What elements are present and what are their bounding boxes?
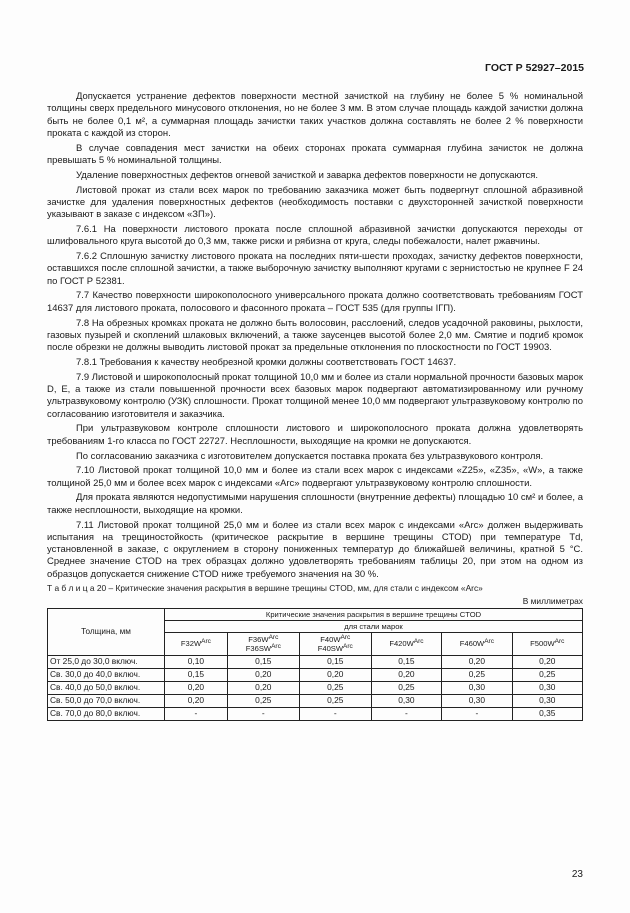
ctod-value: 0,20	[165, 681, 228, 694]
ctod-value: 0,30	[442, 681, 512, 694]
paragraph: Для проката являются недопустимыми нарушения сплошности (внутренние дефекты) площадью 10 см² и более, а также несплошности, выходящие на кромки.	[47, 492, 583, 516]
paragraph: 7.8 На обрезных кромках проката не должно быть волосовин, расслоений, следов усадочной раковины, рыхлости, газовых пузырей и скоплений шлаковых включений, а также заусенцев высотой более 2,0 мм. Смятие и подгиб кромок после обрезки не должны выводить листовой прокат за предельные отклонения по плоскостности по ГОСТ 19903.	[47, 317, 583, 354]
ctod-value: -	[227, 707, 299, 720]
paragraph: 7.6.1 На поверхности листового проката после сплошной абразивной зачистки допускаются переходы от шлифовального круга высотой до 0,3 мм, также риски и рябизна от круга, следы побежалости, налет ржавчины.	[47, 223, 583, 248]
grade-header	[165, 632, 228, 655]
ctod-value: 0,25	[371, 681, 441, 694]
paragraph: Удаление поверхностных дефектов огневой зачисткой и заварка дефектов поверхности не допускаются.	[76, 169, 538, 181]
grade-name: F36W	[248, 634, 269, 644]
table-row	[48, 668, 583, 681]
ctod-value: 0,20	[442, 655, 512, 668]
ctod-value: 0,25	[299, 694, 371, 707]
grade-header	[442, 632, 512, 655]
document-header: ГОСТ Р 52927–2015	[485, 62, 584, 74]
grade-index: Arc	[413, 638, 424, 646]
grade-subgroup-header: для стали марок	[165, 620, 583, 632]
grade-index: Arc	[343, 642, 353, 650]
page-number: 23	[571, 869, 583, 880]
ctod-value: 0,15	[299, 655, 371, 668]
page-content	[47, 91, 583, 721]
grade-header	[227, 632, 299, 655]
ctod-value: 0,20	[227, 668, 299, 681]
ctod-group-header: Критические значения раскрытия в вершине трещины CTOD	[165, 608, 583, 620]
thickness-header: Толщина, мм	[48, 608, 165, 655]
ctod-value: 0,35	[512, 707, 582, 720]
paragraph: 7.8.1 Требования к качеству необрезной кромки должны соответствовать ГОСТ 14637.	[76, 356, 457, 368]
grade-header	[371, 632, 441, 655]
thickness-range: Св. 70,0 до 80,0 включ.	[48, 707, 165, 720]
ctod-value: 0,20	[371, 668, 441, 681]
paragraph: Листовой прокат из стали всех марок по требованию заказчика может быть подвергнут сплошной абразивной зачистке для удаления поверхностных дефектов (необходимость поставки с двухсторонней зачисткой поверхности указывают в заказе с индексом «ЗП»).	[47, 184, 583, 221]
ctod-value: 0,25	[299, 681, 371, 694]
grade-name: F40W	[320, 634, 341, 644]
paragraph: 7.11 Листовой прокат толщиной 25,0 мм и более из стали всех марок с индексами «Arc» должен выдерживать испытания на трещиностойкость (критическое раскрытие в вершине трещины CTOD) при температуре Td, установленной в заказе, с округлением в сторону пониженных температур до ближайшей величины, кратной 5 °С. Среднее значение CTOD на трех образцах должно удовлетворять требованиям таблицы 20, при этом на одном из образцов допускается снижение CTOD ниже требуемого значения на 30 %.	[47, 519, 583, 580]
paragraph: В случае совпадения мест зачистки на обеих сторонах проката суммарная глубина зачисток не должна превышать 5 % номинальной толщины.	[47, 142, 583, 166]
paragraph: 7.10 Листовой прокат толщиной 10,0 мм и более из стали всех марок с индексами «Z25», «Z35», «W», а также толщиной 25,0 мм и более всех марок с индексами «Arc» подвергают ультразвуковому контролю сплошности.	[47, 465, 583, 489]
grade-index: Arc	[268, 633, 279, 641]
ctod-table	[47, 608, 583, 721]
thickness-range: Св. 40,0 до 50,0 включ.	[48, 681, 165, 694]
ctod-value: 0,20	[512, 655, 582, 668]
grade-index: Arc	[484, 638, 494, 646]
ctod-value: -	[371, 707, 441, 720]
grade-header	[299, 632, 371, 655]
ctod-value: 0,30	[512, 681, 582, 694]
grade-name: F40SW	[317, 643, 344, 653]
ctod-value: 0,20	[165, 694, 228, 707]
grade-name: F420W	[389, 639, 414, 649]
ctod-value: 0,15	[227, 655, 299, 668]
paragraph: 7.6.2 Сплошную зачистку листового проката на последних пяти-шести проходах, зачистку дефектов поверхности, оставшихся после сплошной зачистки, а также выборочную зачистку выполняют кругами с зернистостью не крупнее F 24 по ГОСТ Р 52381.	[47, 251, 583, 287]
grade-index: Arc	[554, 638, 565, 646]
ctod-value: -	[442, 707, 512, 720]
thickness-range: Св. 30,0 до 40,0 включ.	[48, 668, 165, 681]
ctod-value: -	[165, 707, 228, 720]
ctod-value: 0,30	[442, 694, 512, 707]
ctod-value: 0,15	[165, 668, 228, 681]
grade-index: Arc	[271, 642, 281, 650]
body-text	[47, 91, 583, 581]
paragraph: По согласованию заказчика с изготовителем допускается поставка проката без ультразвукового контроля.	[76, 450, 544, 462]
thickness-range: От 25,0 до 30,0 включ.	[48, 655, 165, 668]
ctod-value: 0,20	[227, 681, 299, 694]
grade-name: F32W	[180, 639, 202, 649]
table-row	[48, 707, 583, 720]
ctod-value: 0,30	[512, 694, 582, 707]
ctod-value: 0,25	[227, 694, 299, 707]
ctod-value: 0,30	[371, 694, 441, 707]
table-units: В миллиметрах	[522, 595, 583, 606]
table-row	[48, 694, 583, 707]
paragraph: Допускается устранение дефектов поверхности местной зачисткой на глубину не более 5 % номинальной толщины сверх предельного минусового отклонения, но не более 3 мм. В этом случае площадь каждой зачистки должна быть не более 0,1 м², а суммарная площадь зачистки таких участков должна составлять не более 2 % поверхности проката с каждой из сторон.	[47, 91, 583, 139]
paragraph: При ультразвуковом контроле сплошности листового и широкополосного проката должна удовлетворять требованиям 1-го класса по ГОСТ 22727. Несплошности, выходящие на кромки не допускаются.	[47, 423, 583, 447]
grade-header	[512, 632, 582, 655]
grade-name: F500W	[530, 639, 555, 649]
ctod-value: 0,25	[512, 668, 582, 681]
paragraph: 7.7 Качество поверхности широкополосного универсального проката должно соответствовать требованиям ГОСТ 14637 для листового проката, полосового и фасонного проката – ГОСТ 535 (для группы IГП).	[47, 290, 583, 314]
table-caption: Т а б л и ц а 20 – Критические значения раскрытия в вершине трещины CTOD, мм, для стали с индексом «Arc»	[47, 583, 483, 594]
ctod-value: 0,25	[442, 668, 512, 681]
ctod-value: 0,10	[165, 655, 228, 668]
table-body	[48, 655, 583, 720]
ctod-value: 0,20	[299, 668, 371, 681]
grade-name: F460W	[459, 639, 485, 649]
grade-index: Arc	[201, 638, 211, 646]
grade-index: Arc	[340, 633, 351, 641]
table-row	[48, 681, 583, 694]
table-row	[48, 655, 583, 668]
paragraph: 7.9 Листовой и широкополосный прокат толщиной 10,0 мм и более из стали нормальной прочности базовых марок D, Е, а также из стали повышенной прочности всех базовых марок подвергают автоматизированному или ручному ультразвуковому контролю (УЗК) сплошности. Прокат толщиной менее 10,0 мм подвергают ультразвуковому контролю по согласованию изготовителя и заказчика.	[47, 371, 584, 420]
thickness-range: Св. 50,0 до 70,0 включ.	[48, 694, 165, 707]
ctod-value: 0,15	[371, 655, 441, 668]
grade-name: F36SW	[245, 643, 272, 653]
ctod-value: -	[299, 707, 371, 720]
